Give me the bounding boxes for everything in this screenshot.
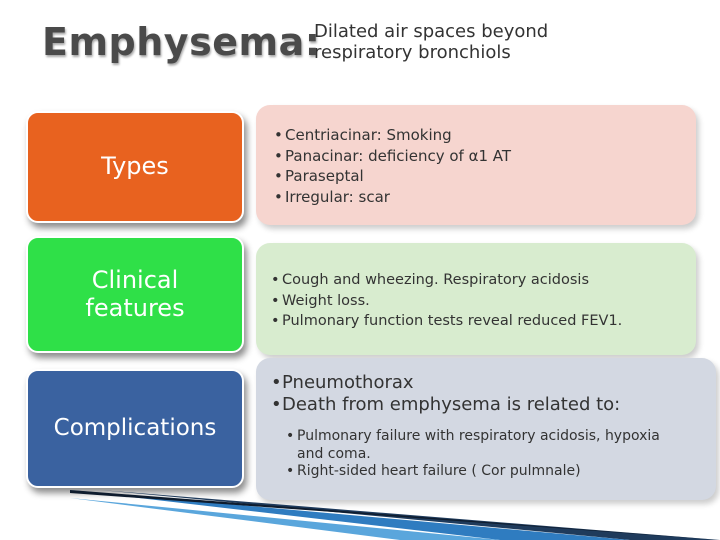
page-title: Emphysema: (42, 20, 321, 64)
types-bullet: • Panacinar: deficiency of α1 AT (274, 146, 511, 167)
complications-content-box (256, 358, 716, 500)
clinical-features-label: Clinical features (85, 265, 185, 322)
complications-sub-bullet: • Pulmonary failure with respiratory acidosis, hypoxia and coma. (286, 428, 666, 463)
page-subtitle (314, 21, 548, 63)
types-content-box (256, 105, 696, 225)
complications-sub-bullet-list (286, 428, 666, 481)
clinical-features-bullet-list (271, 270, 622, 332)
types-bullet: • Irregular: scar (274, 187, 511, 208)
complications-bullet: • Death from emphysema is related to: (271, 394, 620, 416)
clinical-features-bullet: • Cough and wheezing. Respiratory acidosis (271, 270, 622, 291)
complications-label: Complications (53, 415, 217, 442)
clinical-features-bullet: • Weight loss. (271, 291, 622, 312)
subtitle-line-1: Dilated air spaces beyond (314, 21, 549, 42)
decorative-corner-ramp (70, 490, 720, 540)
complications-bullet: • Pneumothorax (271, 372, 620, 394)
clinical-features-bullet: • Pulmonary function tests reveal reduced FEV1. (271, 311, 622, 332)
types-bullet: • Centriacinar: Smoking (274, 125, 511, 146)
clinical-features-content-box (256, 243, 696, 355)
complications-label-box (26, 369, 244, 488)
subtitle-line-2: respiratory bronchiols (314, 42, 511, 63)
types-label: Types (101, 152, 169, 181)
types-bullet: • Paraseptal (274, 166, 511, 187)
complications-bullet-list (271, 372, 620, 416)
types-label-box (26, 111, 244, 223)
clinical-features-label-box (26, 236, 244, 353)
complications-sub-bullet: • Right-sided heart failure ( Cor pulmnale) (286, 463, 666, 481)
types-bullet-list (274, 125, 511, 207)
